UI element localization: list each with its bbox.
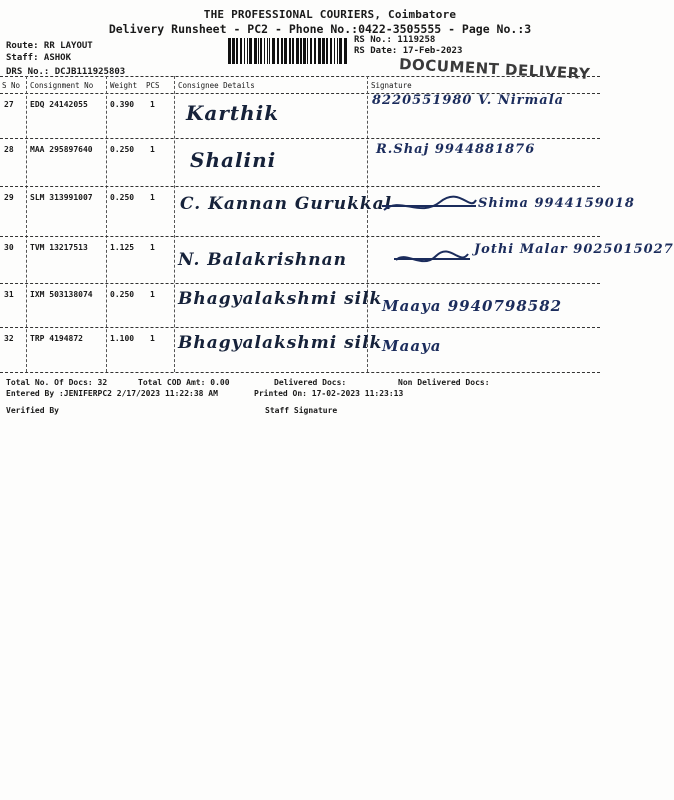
company-name: THE PROFESSIONAL COURIERS, Coimbatore: [203, 8, 457, 21]
col-signature: Signature: [371, 81, 412, 90]
row-pcs: 1: [150, 193, 155, 202]
rs-date: RS Date: 17-Feb-2023: [354, 46, 463, 56]
row-weight: 0.250: [110, 193, 135, 202]
staff-signature: Staff Signature: [265, 406, 338, 415]
table-row: [0, 93, 600, 139]
struck-signature: [380, 192, 480, 222]
col-pcs: PCS: [146, 81, 160, 90]
document-delivery-stamp: DOCUMENT DELIVERY: [398, 55, 591, 83]
printed-on: Printed On: 17-02-2023 11:23:13: [254, 389, 404, 398]
row-sno: 29: [4, 193, 14, 202]
table-row: [0, 138, 600, 187]
col-consignee: Consignee Details: [178, 81, 255, 90]
col-consignment: Consignment No: [30, 81, 94, 90]
route: Route: RR LAYOUT: [6, 41, 93, 51]
row-consignment: MAA 295897640: [30, 145, 93, 154]
consignee-handwritten: Karthik: [186, 101, 280, 125]
barcode: [228, 38, 348, 64]
consignee-handwritten: Shalini: [190, 148, 277, 172]
row-weight: 1.100: [110, 334, 135, 343]
table-row: [0, 283, 600, 328]
row-pcs: 1: [150, 290, 155, 299]
row-sno: 32: [4, 334, 14, 343]
row-sno: 27: [4, 100, 14, 109]
row-consignment: IXM 503138074: [30, 290, 93, 299]
row-sno: 28: [4, 145, 14, 154]
row-pcs: 1: [150, 145, 155, 154]
signature-handwritten: Maaya 9940798582: [382, 297, 563, 315]
row-weight: 0.250: [110, 145, 135, 154]
signature-handwritten: 8220551980 V. Nirmala: [372, 93, 565, 108]
col-sno: S No: [2, 81, 21, 90]
row-weight: 0.390: [110, 100, 135, 109]
consignee-handwritten: N. Balakrishnan: [178, 250, 348, 270]
total-docs: Total No. Of Docs: 32: [6, 378, 108, 387]
staff: Staff: ASHOK: [6, 53, 72, 63]
non-delivered-docs: Non Delivered Docs:: [398, 378, 490, 387]
entered-by: Entered By :JENIFERPC2 2/17/2023 11:22:38 AM: [6, 389, 218, 398]
row-pcs: 1: [150, 100, 155, 109]
row-pcs: 1: [150, 334, 155, 343]
row-consignment: TRP 4194872: [30, 334, 83, 343]
row-sno: 31: [4, 290, 14, 299]
consignee-handwritten: Bhagyalakshmi silk: [178, 289, 383, 309]
row-pcs: 1: [150, 243, 155, 252]
route-info: [6, 40, 125, 78]
row-consignment: EDQ 24142055: [30, 100, 88, 109]
struck-signature: [392, 248, 472, 272]
total-cod: Total COD Amt: 0.00: [138, 378, 230, 387]
runsheet-title: Delivery Runsheet - PC2 - Phone No.:0422-3505555 - Page No.:3: [108, 22, 532, 36]
row-sno: 30: [4, 243, 14, 252]
table-header: [0, 76, 600, 94]
table-row: [0, 186, 635, 237]
drs-number: DRS No.: DCJB111925803: [6, 67, 126, 77]
signature-handwritten: Shima 9944159018: [478, 196, 635, 211]
table-row: [0, 327, 600, 373]
row-weight: 1.125: [110, 243, 135, 252]
consignee-handwritten: Bhagyalakshmi silk: [178, 333, 383, 353]
col-weight: Weight: [110, 81, 138, 90]
verified-by: Verified By: [6, 406, 59, 415]
signature-handwritten: Maaya: [382, 337, 442, 355]
row-consignment: TVM 13217513: [30, 243, 88, 252]
rs-number: RS No.: 1119258: [354, 35, 436, 45]
row-consignment: SLM 313991007: [30, 193, 93, 202]
delivered-docs: Delivered Docs:: [274, 378, 347, 387]
rs-info: [354, 35, 462, 57]
row-weight: 0.250: [110, 290, 135, 299]
signature-handwritten: R.Shaj 9944881876: [376, 142, 536, 157]
consignee-handwritten: C. Kannan Gurukkal: [180, 194, 393, 214]
signature-handwritten: Jothi Malar 9025015027: [474, 242, 674, 257]
table-row: [0, 236, 674, 284]
